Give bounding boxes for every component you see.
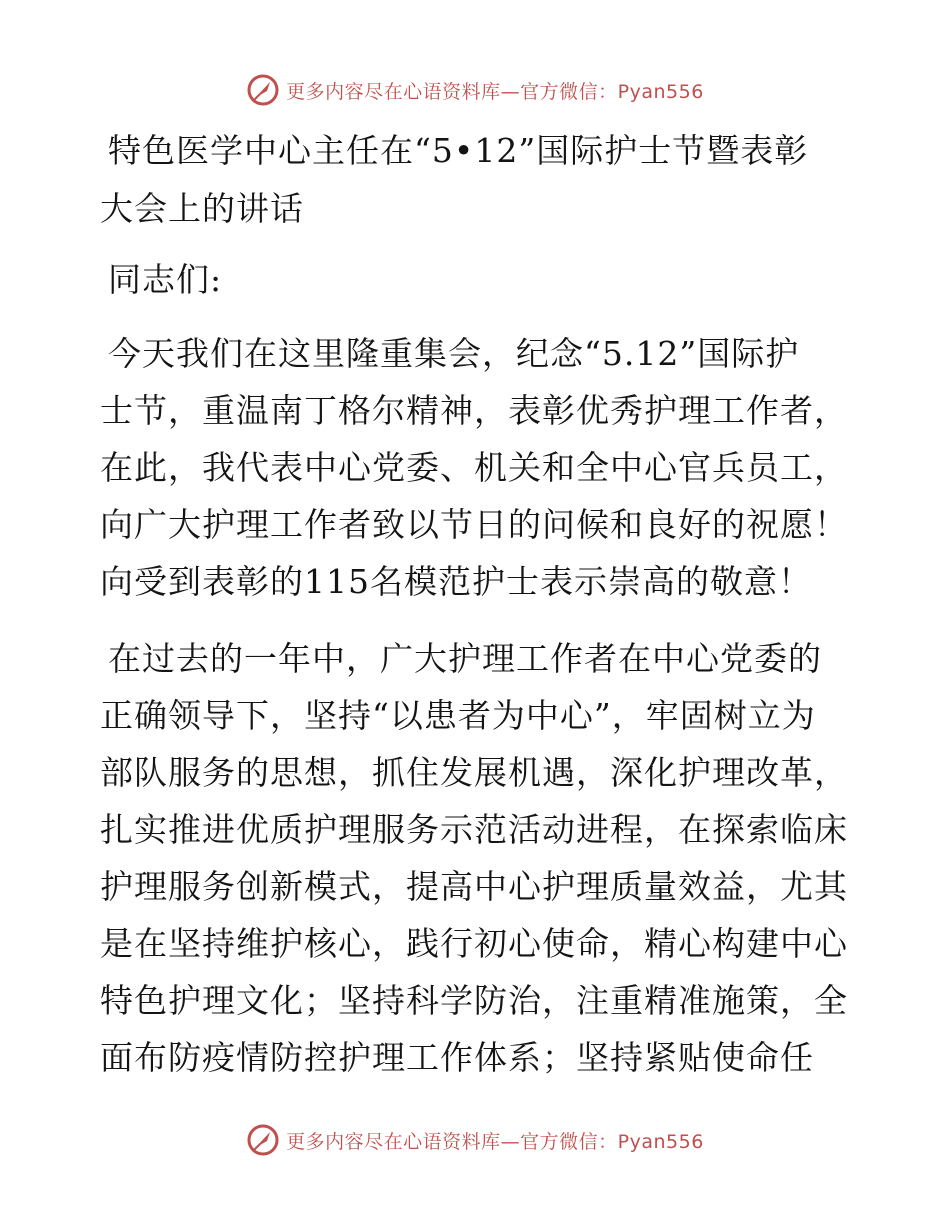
wechat-id: Pyan556 — [617, 80, 704, 103]
salutation: 同志们: — [108, 260, 223, 299]
footer-watermark — [0, 1120, 950, 1160]
paragraph-line: 部队服务的思想，抓住发展机遇，深化护理改革， — [100, 753, 848, 792]
document-title — [100, 122, 845, 238]
title-line: 特色医学中心主任在“5•12”国际护士节暨表彰 — [108, 131, 809, 170]
wechat-id: Pyan556 — [617, 1130, 704, 1153]
paragraph-line: 向受到表彰的115名模范护士表示崇高的敬意！ — [100, 562, 812, 601]
paragraph-2 — [100, 630, 850, 1086]
watermark-label: 更多内容尽在心语资料库—官方微信： — [286, 1130, 618, 1153]
watermark-label: 更多内容尽在心语资料库—官方微信： — [286, 80, 618, 103]
watermark-text — [286, 77, 704, 104]
quill-logo-icon — [246, 73, 280, 107]
paragraph-line: 向广大护理工作者致以节日的问候和良好的祝愿！ — [100, 505, 848, 544]
paragraph-line: 面布防疫情防控护理工作体系；坚持紧贴使命任 — [100, 1038, 814, 1077]
paragraph-line: 今天我们在这里隆重集会，纪念“5.12”国际护 — [108, 334, 800, 373]
paragraph-line: 是在坚持维护核心，践行初心使命，精心构建中心 — [100, 924, 848, 963]
paragraph-line: 护理服务创新模式，提高中心护理质量效益，尤其 — [100, 867, 848, 906]
paragraph-line: 士节，重温南丁格尔精神，表彰优秀护理工作者， — [100, 391, 848, 430]
watermark-text — [286, 1127, 704, 1154]
paragraph-line: 正确领导下，坚持“以患者为中心”，牢固树立为 — [100, 696, 816, 735]
quill-logo-icon — [246, 1123, 280, 1157]
header-watermark — [0, 70, 950, 110]
paragraph-1 — [100, 325, 850, 610]
paragraph-line: 特色护理文化；坚持科学防治，注重精准施策，全 — [100, 981, 848, 1020]
title-line: 大会上的讲话 — [100, 189, 304, 228]
paragraph-line: 在此，我代表中心党委、机关和全中心官兵员工， — [100, 448, 848, 487]
paragraph-line: 在过去的一年中，广大护理工作者在中心党委的 — [108, 639, 822, 678]
paragraph-line: 扎实推进优质护理服务示范活动进程，在探索临床 — [100, 810, 848, 849]
